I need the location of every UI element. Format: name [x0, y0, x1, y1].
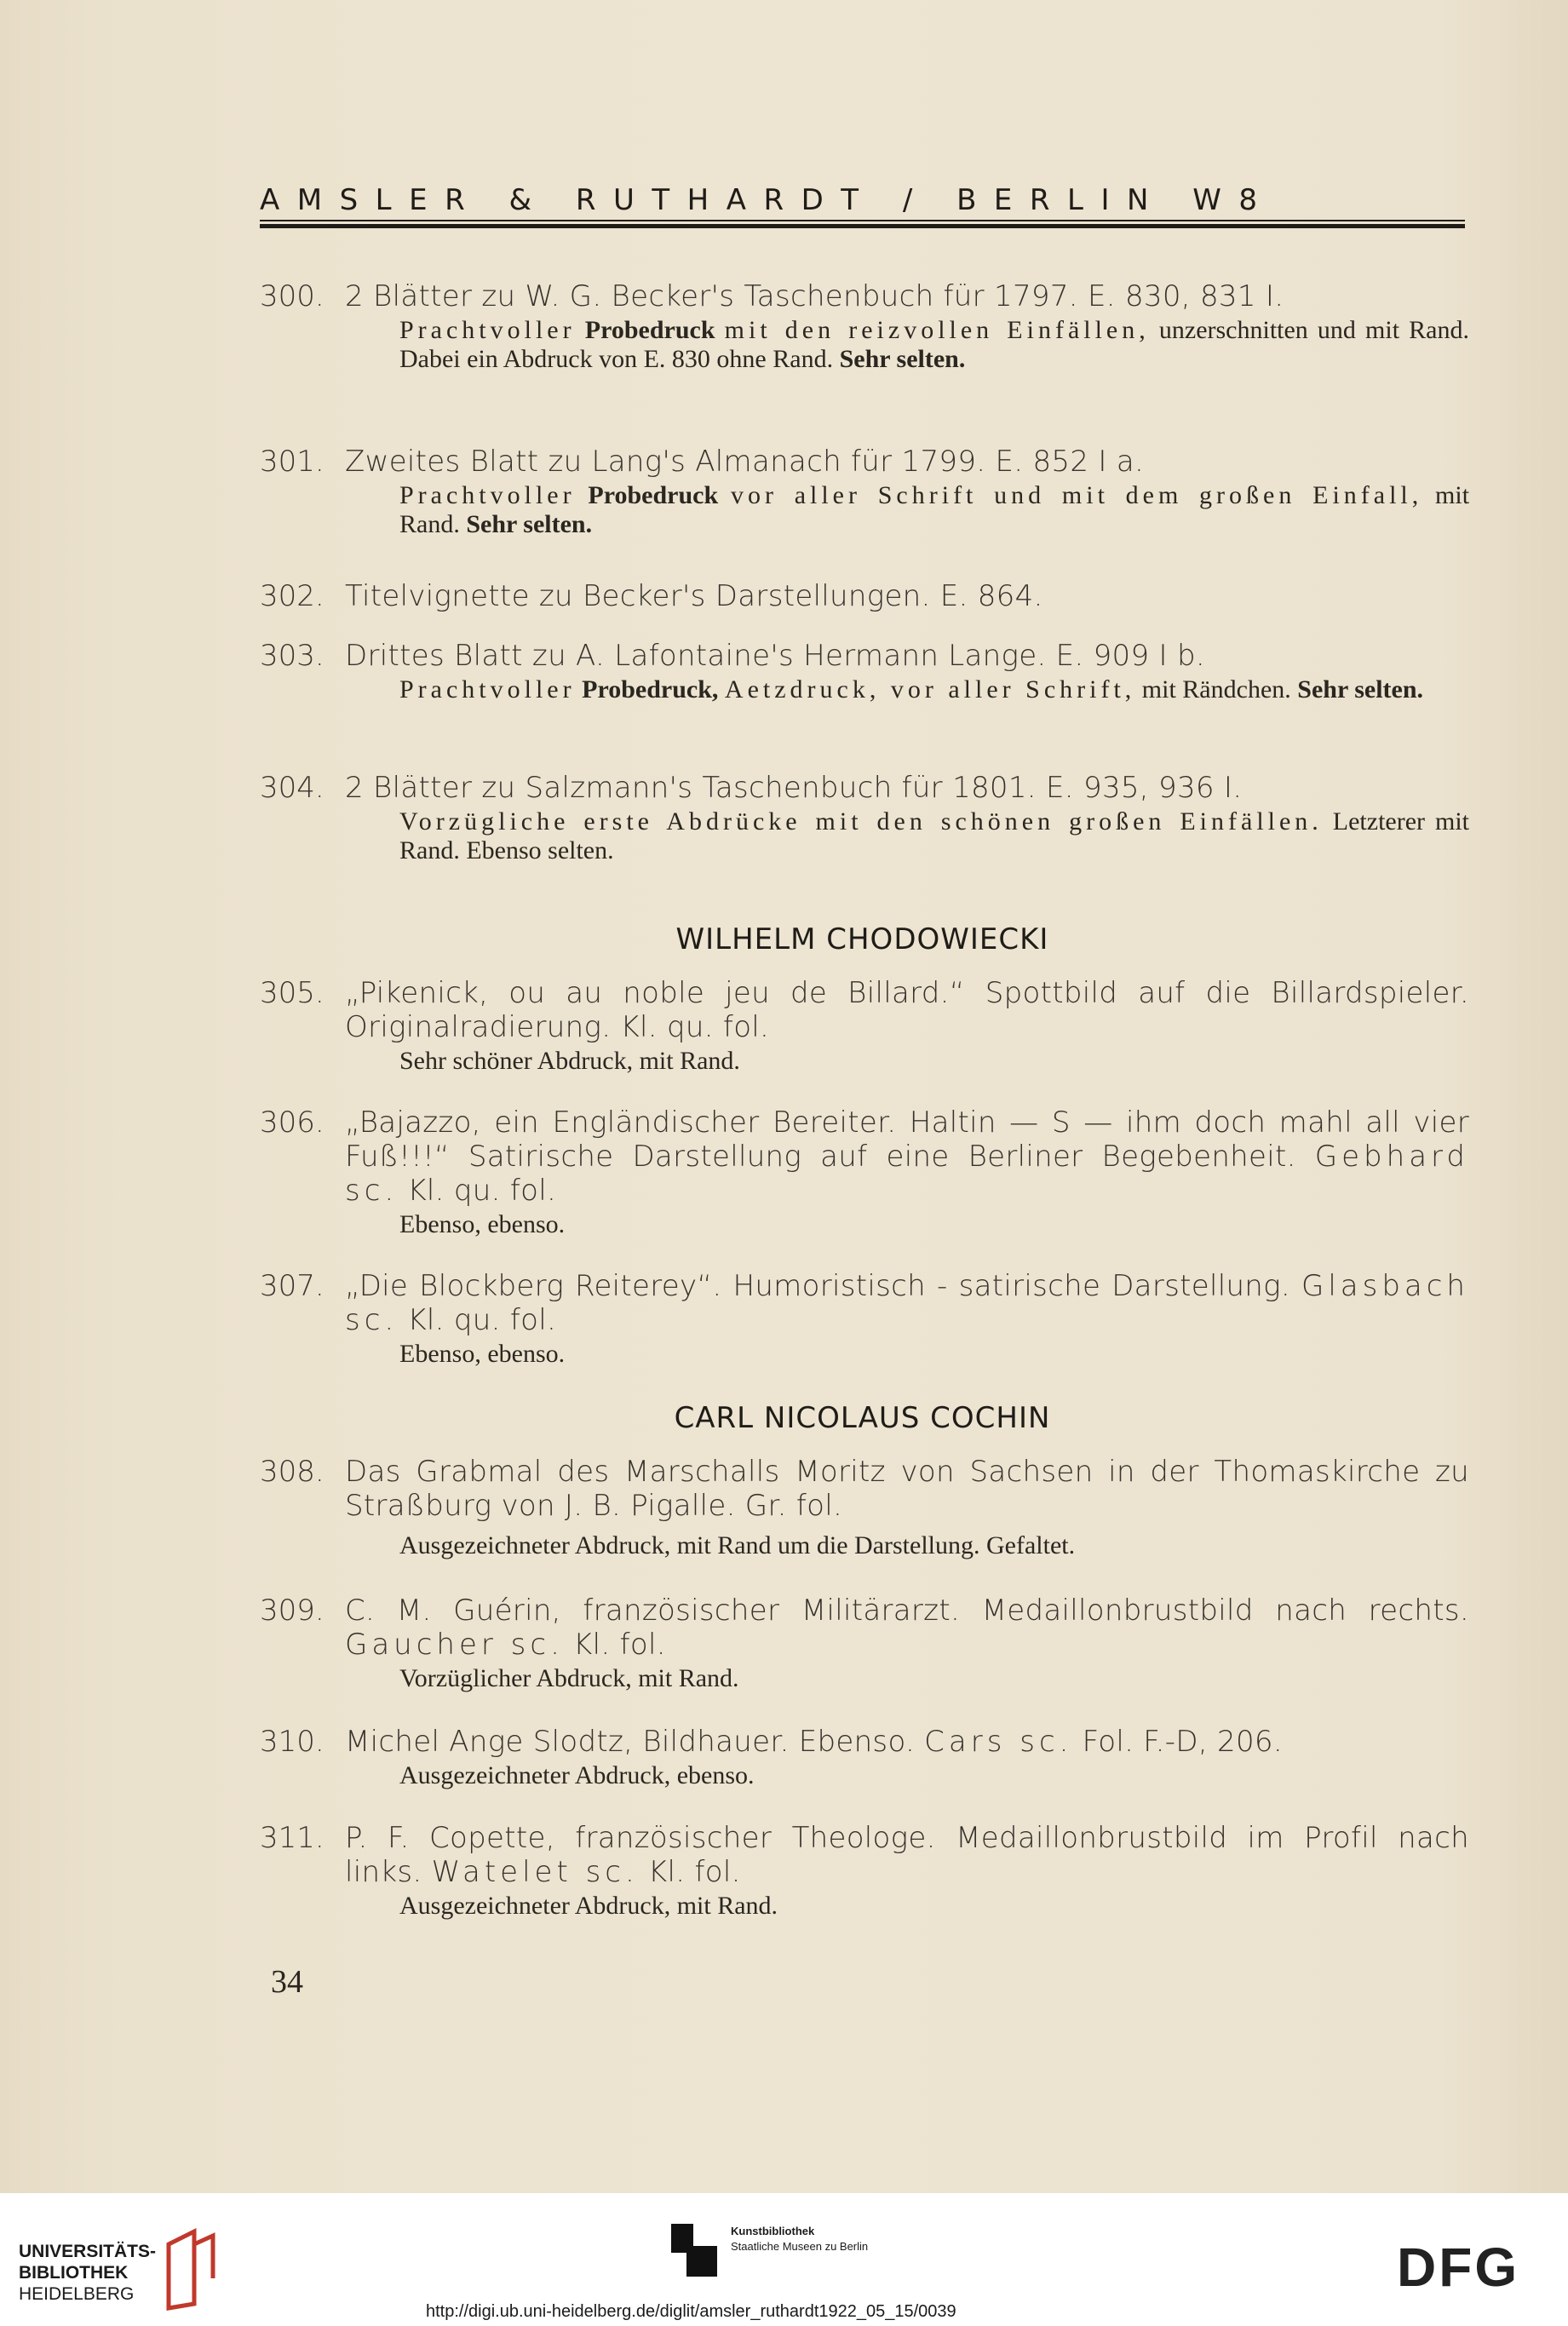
title-text: Michel Ange Slodtz, Bildhauer. Ebenso.: [345, 1725, 916, 1759]
header-rule-thin: [260, 220, 1465, 221]
entry-description: [399, 1047, 1469, 1076]
entry-description: [399, 1892, 1469, 1921]
desc-spaced: Aetzdruck, vor aller Schrift,: [724, 675, 1136, 704]
entry-title: [345, 1821, 1469, 1889]
engraver-name: Glasbach sc.: [345, 1269, 1469, 1337]
kb-line: Kunstbibliothek: [731, 2225, 815, 2237]
ub-line: UNIVERSITÄTS-: [19, 2242, 157, 2261]
catalog-entry-304: [260, 771, 1469, 865]
entry-number: 304.: [260, 771, 325, 805]
catalog-entry-306: [260, 1106, 1469, 1239]
entry-description: [399, 1531, 1469, 1560]
running-header: AMSLER & RUTHARDT / BERLIN W8: [260, 183, 1275, 217]
desc-spaced: Prachtvoller: [399, 316, 576, 344]
catalog-entry-305: [260, 976, 1469, 1076]
desc-spaced: vor aller Schrift und mit dem großen Einfall,: [730, 481, 1423, 509]
entry-number: 300.: [260, 279, 325, 313]
catalog-entry-300: [260, 279, 1469, 374]
title-text: Fol. F.-D, 206.: [1082, 1725, 1283, 1759]
kunstbibliothek-logo-icon: [671, 2224, 718, 2277]
engraver-name: Watelet sc.: [431, 1855, 639, 1889]
desc-spaced: Vorzügliche erste Abdrücke mit den schönen großen Einfällen.: [399, 807, 1323, 836]
entry-title: [345, 1594, 1469, 1662]
desc-bold: Sehr selten.: [1297, 675, 1424, 704]
entry-number: 311.: [260, 1821, 325, 1855]
entry-title: 2 Blätter zu Salzmann's Taschenbuch für 1801. E. 935, 936 I.: [345, 771, 1243, 805]
desc-text: Sehr schöner Abdruck, mit Rand.: [399, 1047, 740, 1075]
entry-description: [399, 1210, 1469, 1239]
entry-description: [399, 1340, 1469, 1369]
kb-line: Staatliche Museen zu Berlin: [731, 2240, 869, 2253]
title-text: C. M. Guérin, französischer Militärarzt. Medaillonbrustbild nach rechts.: [345, 1594, 1469, 1628]
desc-spaced: Prachtvoller: [399, 675, 576, 704]
digitization-footer: [0, 2193, 1568, 2326]
page-number: 34: [271, 1964, 303, 2000]
desc-bold: Sehr selten.: [466, 510, 593, 538]
desc-bold: Probedruck: [588, 481, 719, 509]
entry-title: Drittes Blatt zu A. Lafontaine's Hermann Lange. E. 909 I b.: [345, 639, 1205, 673]
catalog-entry-309: [260, 1594, 1469, 1693]
kunstbibliothek-text: [731, 2224, 868, 2254]
catalog-entry-310: [260, 1725, 1469, 1790]
title-text: Kl. fol.: [647, 1855, 741, 1889]
catalog-entry-302: [260, 579, 1469, 613]
entry-description: [399, 675, 1469, 704]
ub-line: HEIDELBERG: [19, 2284, 135, 2304]
entry-title: [345, 1725, 1469, 1759]
catalog-entry-308: [260, 1455, 1469, 1560]
entry-title: Titelvignette zu Becker's Darstellungen. E. 864.: [345, 579, 1043, 613]
desc-bold: Sehr selten.: [839, 345, 966, 373]
title-text: P. F. Copette, französischer Theologe. Medaillonbrustbild im Profil nach links.: [345, 1821, 1469, 1889]
dfg-logo: DFG: [1397, 2237, 1520, 2298]
entry-description: [399, 481, 1469, 539]
desc-text: Ausgezeichneter Abdruck, mit Rand.: [399, 1892, 778, 1920]
entry-number: 303.: [260, 639, 325, 673]
engraver-name: Gaucher sc.: [345, 1628, 564, 1662]
engraver-name: Cars sc.: [924, 1725, 1073, 1759]
catalog-entry-311: [260, 1821, 1469, 1921]
ub-line: BIBLIOTHEK: [19, 2263, 129, 2283]
catalog-entry-303: [260, 639, 1469, 704]
desc-text: Vorzüglicher Abdruck, mit Rand.: [399, 1664, 739, 1692]
ub-heidelberg-text: [19, 2241, 156, 2305]
source-url[interactable]: http://digi.ub.uni-heidelberg.de/diglit/amsler_ruthardt1922_05_15/0039: [426, 2302, 956, 2321]
section-heading-cochin: CARL NICOLAUS COCHIN: [674, 1401, 1051, 1435]
header-rule-thick: [260, 224, 1465, 228]
entry-number: 302.: [260, 579, 325, 613]
engraver-name: Gebhard sc.: [345, 1140, 1469, 1208]
desc-text: mit Rändchen.: [1141, 675, 1291, 704]
desc-bold: Probedruck,: [582, 675, 719, 704]
entry-title: [345, 1269, 1469, 1337]
entry-title: 2 Blätter zu W. G. Becker's Taschenbuch für 1797. E. 830, 831 I.: [345, 279, 1284, 313]
entry-number: 301.: [260, 445, 325, 479]
entry-title: Das Grabmal des Marschalls Moritz von Sachsen in der Thomaskirche zu Straßburg von J. B. Pigalle. Gr. fol.: [345, 1455, 1469, 1523]
entry-number: 310.: [260, 1725, 325, 1759]
entry-number: 307.: [260, 1269, 325, 1303]
desc-text: unzerschnitten und mit Rand. Dabei ein Abdruck von E. 830 ohne Rand.: [399, 316, 1470, 373]
entry-description: [399, 1664, 1469, 1693]
entry-description: [399, 807, 1469, 865]
ub-heidelberg-logo-icon: [160, 2227, 220, 2312]
desc-spaced: mit den reizvollen Einfällen,: [724, 316, 1150, 344]
catalog-entry-301: [260, 445, 1469, 539]
section-heading-chodowiecki: WILHELM CHODOWIECKI: [675, 922, 1049, 956]
desc-spaced: Prachtvoller: [399, 481, 576, 509]
entry-number: 308.: [260, 1455, 325, 1489]
title-text: Kl. qu. fol.: [407, 1174, 557, 1208]
entry-number: 305.: [260, 976, 325, 1010]
entry-title: Zweites Blatt zu Lang's Almanach für 1799. E. 852 I a.: [345, 445, 1145, 479]
desc-text: Ausgezeichneter Abdruck, mit Rand um die Darstellung. Gefaltet.: [399, 1531, 1076, 1559]
entry-title: [345, 1106, 1469, 1208]
entry-description: [399, 1761, 1469, 1790]
title-text: Kl. fol.: [573, 1628, 666, 1662]
desc-text: Ebenso, ebenso.: [399, 1340, 566, 1368]
desc-text: Ebenso, ebenso.: [399, 1210, 566, 1238]
desc-text: mit Rand.: [399, 481, 1470, 538]
title-text: Kl. qu. fol.: [407, 1303, 557, 1337]
entry-title: „Pikenick, ou au noble jeu de Billard.“ Spottbild auf die Billardspieler. Originalradierung. Kl. qu. fol.: [345, 976, 1469, 1044]
desc-bold: Probedruck: [584, 316, 715, 344]
title-text: „Die Blockberg Reiterey“. Humoristisch - satirische Darstellung.: [345, 1269, 1290, 1303]
desc-text: Ausgezeichneter Abdruck, ebenso.: [399, 1761, 755, 1789]
entry-number: 309.: [260, 1594, 325, 1628]
catalog-entry-307: [260, 1269, 1469, 1369]
entry-number: 306.: [260, 1106, 325, 1140]
title-text: „Bajazzo, ein Engländischer Bereiter. Haltin — S — ihm doch mahl all vier Fuß!!!“ Satirische Darstellung auf eine Berliner Begebenheit.: [345, 1106, 1469, 1174]
entry-description: [399, 316, 1469, 374]
desc-text: Letzterer mit Rand. Ebenso selten.: [399, 807, 1469, 864]
